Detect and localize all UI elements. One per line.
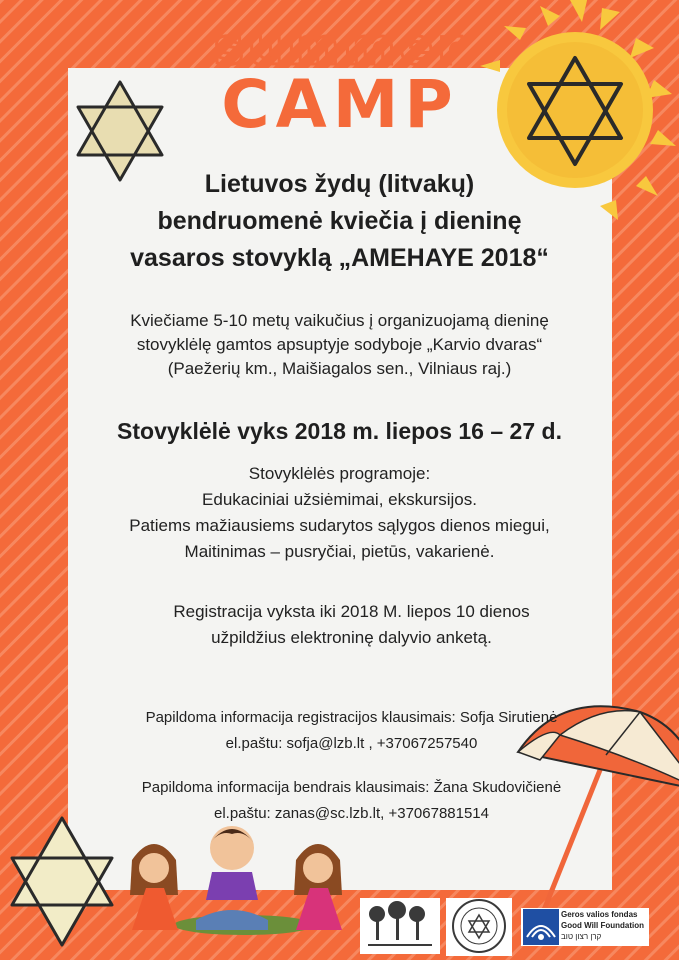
program-heading: Stovyklėlės programoje: — [248, 464, 431, 483]
contact-email-line[interactable]: el.paštu: sofja@lzb.lt , +37067257540 — [225, 735, 478, 752]
intro-paragraph — [0, 309, 679, 381]
community-seal-logo — [446, 898, 512, 956]
summer-camp-title — [180, 18, 500, 143]
registration-info — [12, 599, 679, 651]
program-item: Maitinimas – pusryčiai, pietūs, vakarienė. — [184, 542, 495, 561]
contact-general — [12, 775, 679, 827]
contact-line: Papildoma informacija bendrais klausimais: Žana Skudovičienė — [141, 779, 562, 796]
goodwill-name-lt: Geros valios fondas — [561, 910, 638, 919]
goodwill-name-en: Good Will Foundation — [561, 921, 645, 930]
program-section — [0, 461, 679, 565]
program-item: Edukaciniai užsiėmimai, ekskursijos. — [202, 490, 477, 509]
good-will-emblem-icon — [523, 909, 559, 945]
registration-line: užpildžius elektroninę dalyvio anketą. — [211, 628, 492, 647]
children-illustration — [130, 826, 342, 935]
contact-email-line[interactable]: el.paštu: zanas@sc.lzb.lt, +37067881514 — [214, 805, 489, 822]
title-line: bendruomenė kviečia į dieninę — [157, 207, 522, 235]
contact-registration — [12, 705, 679, 757]
title-line: vasaros stovyklą „AMEHAYE 2018“ — [130, 244, 549, 272]
camp-word: CAMP — [221, 66, 459, 143]
star-of-david-icon — [12, 818, 112, 945]
contact-line: Papildoma informacija registracijos klausimais: Sofja Sirutienė — [145, 709, 558, 726]
trees-logo — [360, 898, 440, 954]
intro-line: (Paežerių km., Maišiagalos sen., Vilniaus raj.) — [167, 359, 512, 378]
summer-word: summer — [213, 18, 467, 76]
registration-line: Registracija vyksta iki 2018 M. liepos 10 dienos — [173, 602, 530, 621]
title-line: Lietuvos žydų (litvakų) — [204, 170, 475, 198]
intro-line: stovyklėlę gamtos apsuptyje sodyboje „Karvio dvaras“ — [136, 335, 543, 354]
camp-dates: Stovyklėlė vyks 2018 m. liepos 16 – 27 d. — [117, 418, 562, 444]
good-will-foundation-logo — [521, 908, 649, 946]
goodwill-name-he: קרן רצון טוב — [561, 932, 602, 941]
intro-line: Kviečiame 5-10 metų vaikučius į organizuojamą dieninę — [130, 311, 549, 330]
page-title — [0, 166, 679, 277]
program-item: Patiems mažiausiems sudarytos sąlygos dienos miegui, — [129, 516, 550, 535]
